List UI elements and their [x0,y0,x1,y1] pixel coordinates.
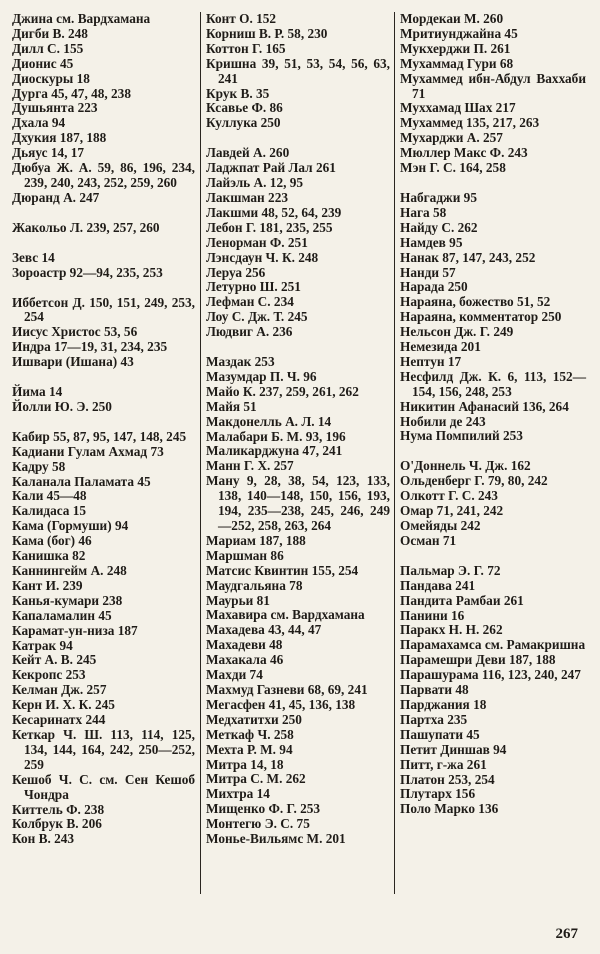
index-entry: Мухаммед ибн-Абдул Ваххаби 71 [400,70,586,101]
index-entry: Митра С. М. 262 [206,771,306,787]
index-entry: Катрак 94 [12,637,73,653]
index-entry: Несфилд Дж. К. 6, 113, 152—154, 156, 248, 253 [400,368,586,399]
index-entry: Дхукия 187, 188 [12,130,107,146]
index-entry: Михтра 14 [206,786,270,802]
index-entry: Майо К. 237, 259, 261, 262 [206,383,359,399]
index-entry: Найду С. 262 [400,219,478,235]
index-column-3 [400,12,586,894]
index-entry: Монтегю Э. С. 75 [206,816,310,832]
index-entry: Махакала 46 [206,652,284,668]
index-entry: Мазумдар П. Ч. 96 [206,368,317,384]
index-entry: Нараяна, божество 51, 52 [400,294,551,310]
index-entry: Дигби В. 248 [12,25,88,41]
index-entry: Канья-кумари 238 [12,592,123,608]
page-number: 267 [555,926,578,942]
index-entry: Махмуд Газневи 68, 69, 241 [206,681,368,697]
index-entry: Лайэль А. 12, 95 [206,175,304,191]
index-entry: Нараяна, комментатор 250 [400,309,562,325]
index-entry: Маурьи 81 [206,592,270,608]
index-entry: Дурга 45, 47, 48, 238 [12,85,131,101]
index-entry: Маздак 253 [206,354,275,370]
section-gap [12,281,195,296]
index-entry: Лоу С. Дж. Т. 245 [206,309,308,325]
index-entry: Ладжпат Рай Лал 261 [206,160,336,176]
index-entry: Дилл С. 155 [12,40,84,56]
index-entry: Митра 14, 18 [206,756,284,772]
index-entry: Канишка 82 [12,548,86,564]
index-entry: Мариам 187, 188 [206,532,306,548]
index-entry: Кант И. 239 [12,577,83,593]
index-entry: Поло Марко 136 [400,801,499,817]
section-gap [12,206,195,221]
index-column-2 [206,12,390,894]
index-entry: Мэн Г. С. 164, 258 [400,160,506,176]
index-entry: Леруа 256 [206,264,266,280]
index-entry: Кеткар Ч. Ш. 113, 114, 125, 134, 144, 164, 242, 250—252, 259 [12,726,195,772]
index-entry: Лефман С. 234 [206,294,294,310]
index-entry: Нанак 87, 147, 243, 252 [400,249,536,265]
index-entry: Куллука 250 [206,115,281,131]
index-entry: Нага 58 [400,204,447,220]
index-entry: Пандава 241 [400,577,476,593]
index-entry: Каланала Паламата 45 [12,473,151,489]
index-entry: Мищенко Ф. Г. 253 [206,801,321,817]
index-entry: Жакольо Л. 239, 257, 260 [12,219,160,235]
index-entry: Кадру 58 [12,458,66,474]
index-entry: Дюранд А. 247 [12,189,100,205]
index-entry: Кекропс 253 [12,667,86,683]
index-entry: Партха 235 [400,711,468,727]
index-entry: Омейяды 242 [400,518,481,533]
index-entry: Кейт А. В. 245 [12,652,97,668]
index-entry: Мюллер Макс Ф. 243 [400,145,528,161]
index-entry: Паракх Н. Н. 262 [400,622,503,638]
index-entry: Пальмар Э. Г. 72 [400,562,501,578]
index-entry: Мордекаи М. 260 [400,11,504,26]
index-entry: Парамахамса см. Рамакришна [400,637,586,653]
index-entry: Парамешри Деви 187, 188 [400,652,556,668]
index-entry: Омар 71, 241, 242 [400,503,504,519]
index-entry: Кесаринатх 244 [12,712,106,728]
index-entry: Мритиунджайна 45 [400,25,518,41]
index-entry: Маликарджуна 47, 241 [206,443,343,459]
index-entry: Диоскуры 18 [12,70,90,86]
index-column-1 [12,12,195,894]
section-gap [206,131,390,146]
index-entry: Парджания 18 [400,696,487,712]
index-entry: Маршман 86 [206,547,284,563]
index-entry: Махадеви 48 [206,637,283,653]
index-entry: Муххамад Шах 217 [400,100,516,116]
index-entry: Парашурама 116, 123, 240, 247 [400,667,581,683]
index-entry: Пандита Рамбаи 261 [400,592,524,608]
index-entry: Кали 45—48 [12,488,87,504]
index-entry: Нельсон Дж. Г. 249 [400,324,514,340]
index-entry: Нобили де 243 [400,413,486,429]
index-entry: Панини 16 [400,607,465,623]
section-gap [12,236,195,251]
index-entry: Ксавье Ф. 86 [206,100,283,116]
index-entry: Осман 71 [400,532,457,548]
index-entry: Келман Дж. 257 [12,682,107,698]
index-entry: Никитин Афанасий 136, 264 [400,398,569,414]
index-entry: Плутарх 156 [400,786,476,802]
index-entry: Мукхерджи П. 261 [400,40,511,56]
index-entry: Махавира см. Вардхамана [206,607,365,623]
index-entry: Колбрук В. 206 [12,816,102,832]
index-entry: Зороастр 92—94, 235, 253 [12,264,163,280]
index-entry: Пашупати 45 [400,726,480,742]
index-entry: Дхала 94 [12,115,66,131]
index-entry: Зевс 14 [12,249,55,265]
index-entry: Ольденберг Г. 79, 80, 242 [400,473,548,489]
index-entry: Парвати 48 [400,682,469,698]
index-entry: Немезида 201 [400,339,481,355]
index-entry: Крук В. 35 [206,85,270,101]
index-entry: Намдев 95 [400,234,463,250]
index-entry: Душьянта 223 [12,100,98,116]
index-entry: Иисус Христос 53, 56 [12,324,138,340]
index-entry: Мегасфен 41, 45, 136, 138 [206,696,356,712]
index-entry: Ишвари (Ишана) 43 [12,354,134,370]
section-gap [400,549,586,564]
index-entry: Набгаджи 95 [400,189,477,205]
index-entry: Лакшми 48, 52, 64, 239 [206,204,342,220]
index-entry: Питт, г-жа 261 [400,756,487,772]
index-entry: Медхатитхи 250 [206,711,302,727]
index-entry: Лебон Г. 181, 235, 255 [206,219,333,235]
section-gap [400,444,586,459]
index-entry: Кришна 39, 51, 53, 54, 56, 63, 241 [206,55,390,86]
index-entry: Нептун 17 [400,353,462,369]
index-entry: Маудгальяна 78 [206,577,303,593]
column-divider-2 [394,12,395,894]
index-entry: Кон В. 243 [12,831,75,847]
index-entry: Людвиг А. 236 [206,324,293,340]
section-gap [12,415,195,430]
index-entry: Макдонелль А. Л. 14 [206,413,332,429]
section-gap [400,176,586,191]
index-entry: Платон 253, 254 [400,771,495,787]
index-entry: Мехта Р. М. 94 [206,741,293,757]
index-entry: Кабир 55, 87, 95, 147, 148, 245 [12,428,187,444]
index-entry: Йима 14 [12,384,63,400]
index-entry: Кешоб Ч. С. см. Сен Кешоб Чондра [12,771,195,802]
index-entry: Каннингейм А. 248 [12,563,127,578]
index-entry: Летурно Ш. 251 [206,279,301,295]
index-entry: Кадиани Гулам Ахмад 73 [12,443,164,459]
index-entry: Конт О. 152 [206,11,277,26]
column-divider-1 [200,12,201,894]
index-entry: Мухаммед 135, 217, 263 [400,115,540,131]
index-entry: Петит Диншав 94 [400,741,507,757]
index-entry: Ману 9, 28, 38, 54, 123, 133, 138, 140—148, 150, 156, 193, 194, 235—238, 245, 246, 249—252, 258, 263, 264 [206,473,390,533]
index-entry: Карамат-ун-низа 187 [12,622,138,638]
index-entry: Лавдей А. 260 [206,145,290,161]
index-entry: Олкотт Г. С. 243 [400,488,498,504]
index-entry: Махадева 43, 44, 47 [206,622,322,638]
section-gap [206,340,390,355]
index-entry: Нанди 57 [400,264,456,280]
index-entry: Лэнсдаун Ч. К. 248 [206,249,319,265]
index-entry: Меткаф Ч. 258 [206,726,294,742]
index-entry: Дьяус 14, 17 [12,145,85,161]
index-entry: Махди 74 [206,667,263,683]
index-entry: Малабари Б. М. 93, 196 [206,428,346,444]
index-entry: Керн И. Х. К. 245 [12,697,115,713]
index-entry: Корниш В. Р. 58, 230 [206,25,328,41]
section-gap [12,370,195,385]
index-entry: Манн Г. Х. 257 [206,458,294,474]
index-entry: Лакшман 223 [206,189,288,205]
index-entry: Майя 51 [206,398,257,414]
index-entry: Дионис 45 [12,55,74,71]
index-entry: Нарада 250 [400,279,468,295]
index-entry: Нума Помпилий 253 [400,428,523,444]
index-entry: Коттон Г. 165 [206,40,286,56]
index-entry: Калидаса 15 [12,503,87,519]
index-entry: Джина см. Вардхамана [12,11,151,26]
index-entry: Мухаммад Гури 68 [400,55,514,71]
index-entry: Киттель Ф. 238 [12,801,105,817]
index-entry: Кама (Гормуши) 94 [12,518,129,534]
index-entry: Мухарджи А. 257 [400,130,503,146]
index-entry: Матсис Квинтин 155, 254 [206,562,359,578]
index-entry: Индра 17—19, 31, 234, 235 [12,339,168,355]
index-entry: Монье-Вильямс М. 201 [206,831,346,847]
index-entry: Капаламалин 45 [12,607,112,623]
index-entry: Йолли Ю. Э. 250 [12,398,112,414]
index-entry: Дюбуа Ж. А. 59, 86, 196, 234, 239, 240, 243, 252, 259, 260 [12,160,195,190]
index-entry: О'Доннель Ч. Дж. 162 [400,458,531,474]
index-entry: Ленорман Ф. 251 [206,234,308,250]
index-entry: Кама (бог) 46 [12,533,92,549]
index-entry: Иббетсон Д. 150, 151, 249, 253, 254 [12,294,195,325]
